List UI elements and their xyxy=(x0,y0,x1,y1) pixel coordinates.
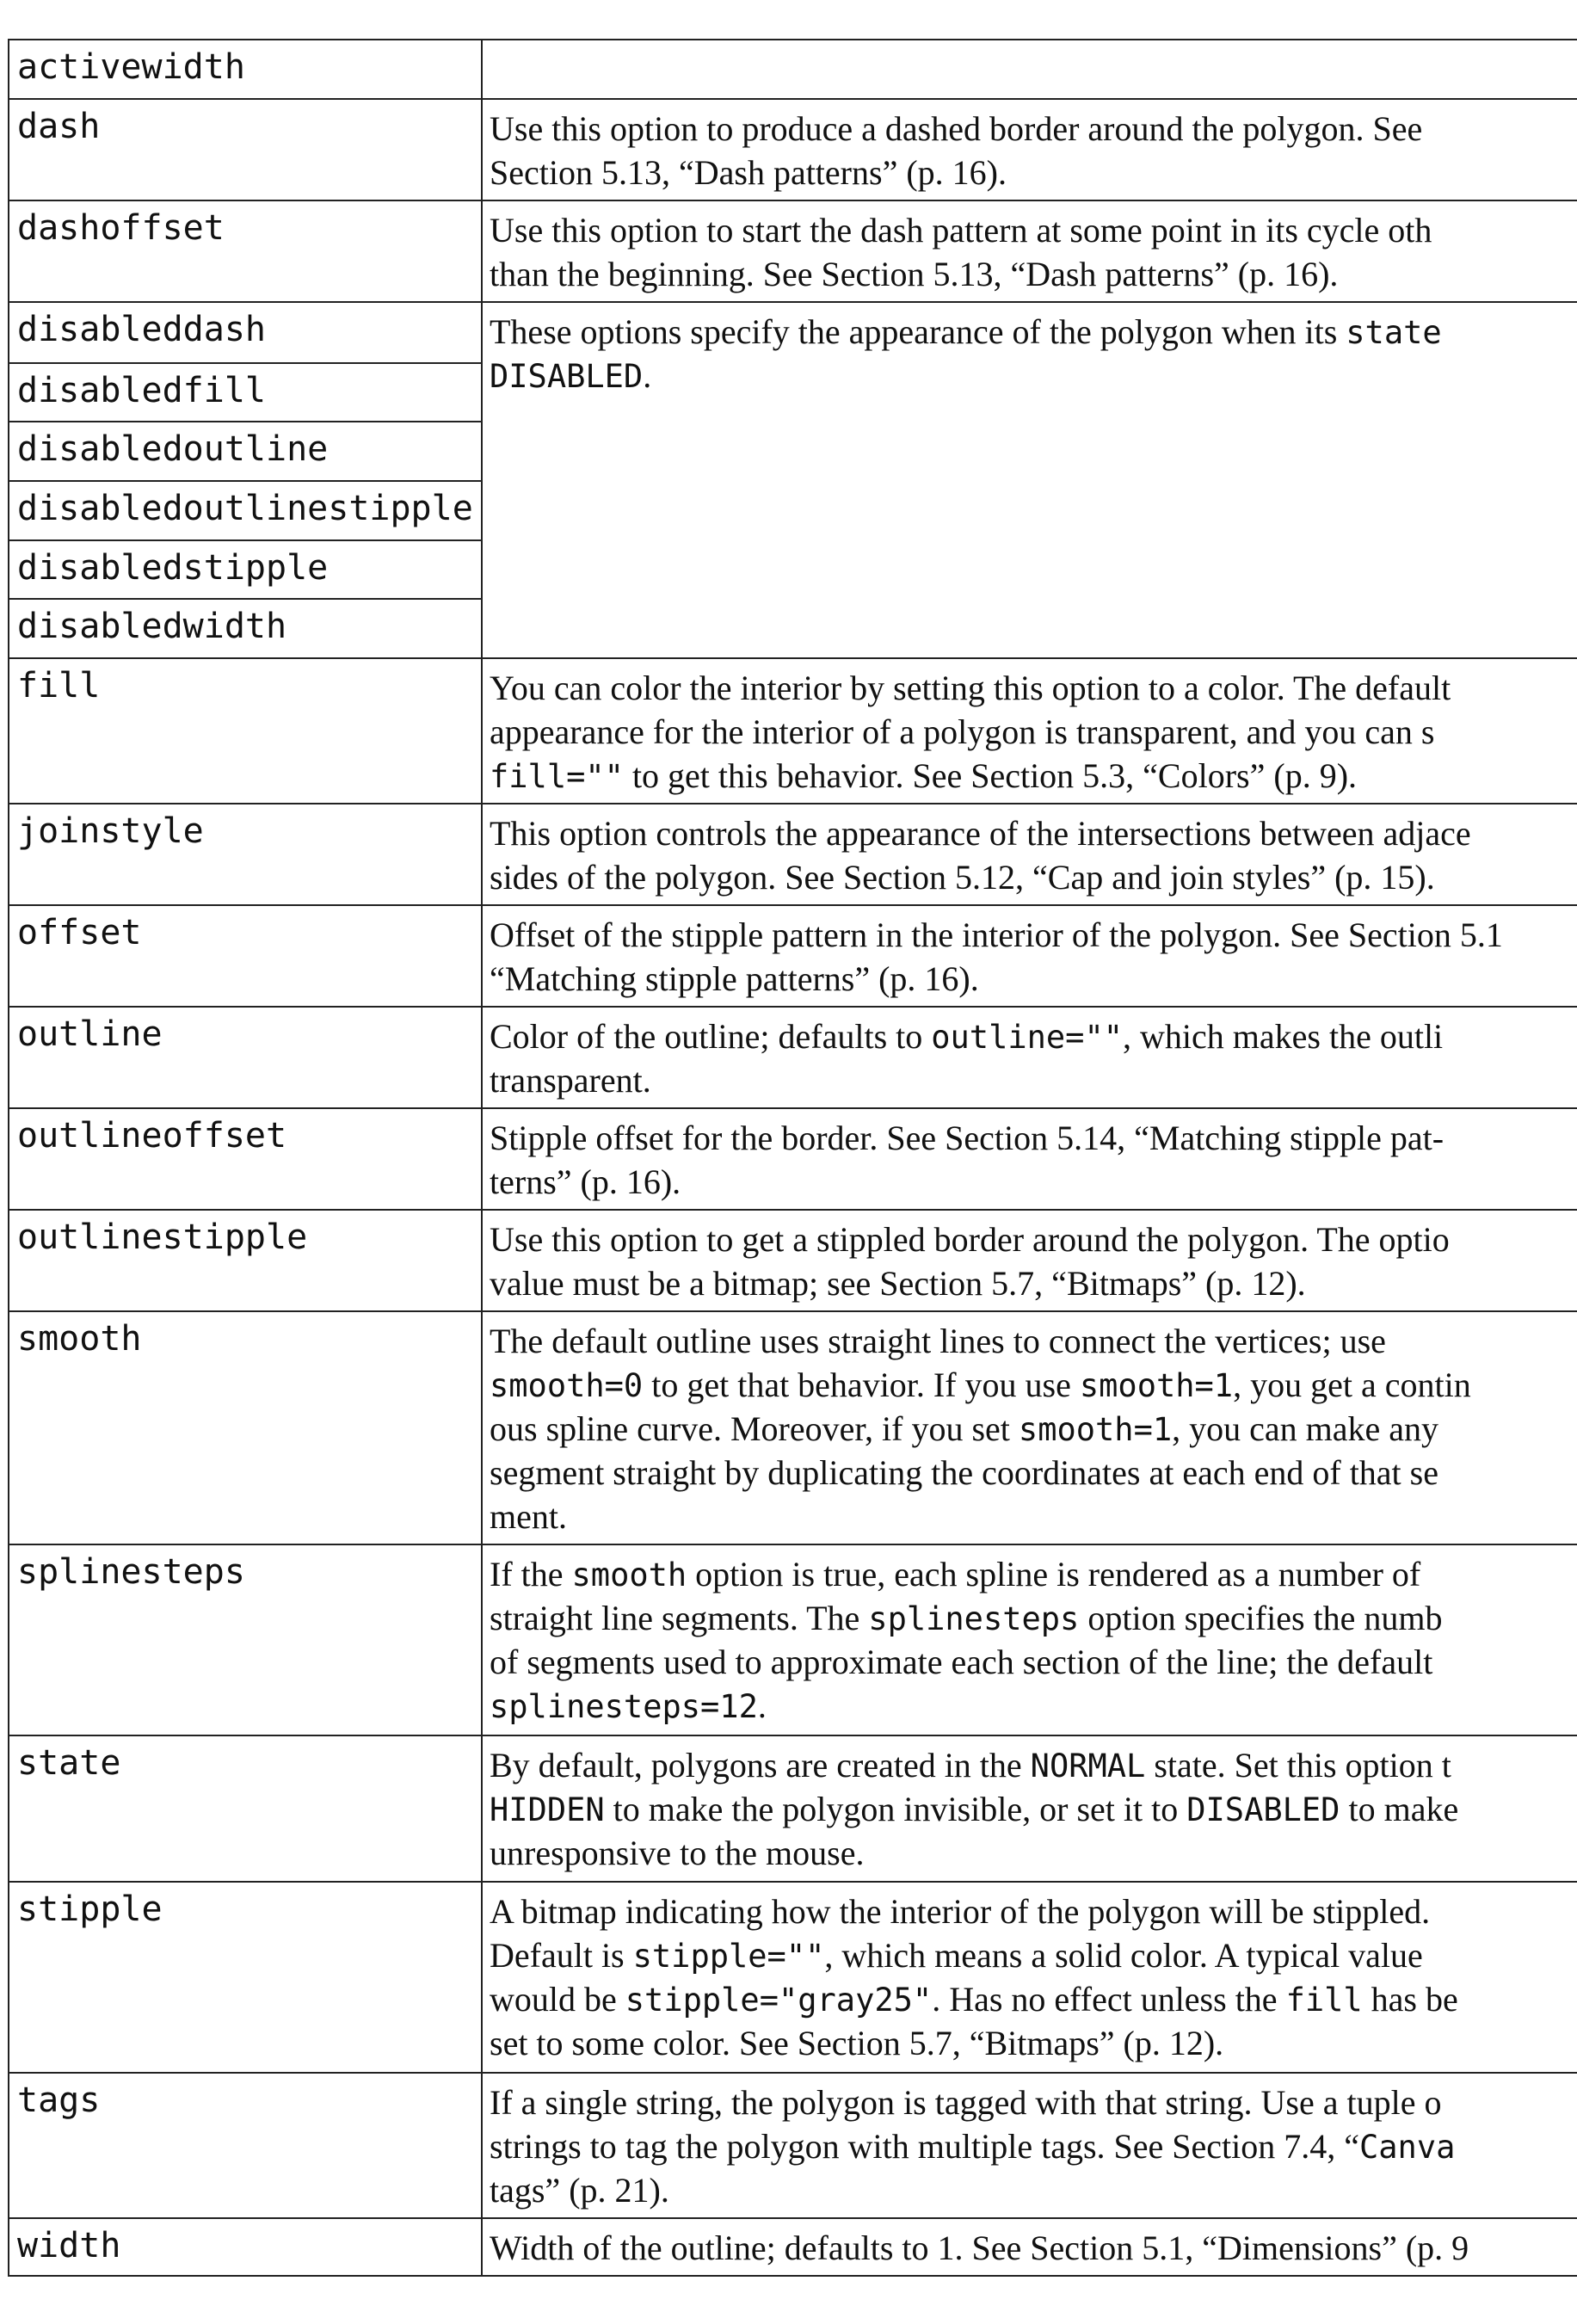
option-description xyxy=(483,1736,1577,1881)
option-name-column xyxy=(9,303,483,657)
description-text: value must be a bitmap; see Section 5.7, “Bitmaps” (p. 12). xyxy=(490,1264,1306,1303)
description-line xyxy=(490,1743,1577,1787)
description-line xyxy=(490,1889,1577,1933)
table-row xyxy=(9,2074,1577,2219)
option-description xyxy=(483,1312,1577,1544)
option-name-column xyxy=(9,100,483,200)
code-literal: smooth=0 xyxy=(490,1367,644,1404)
description-text: option is true, each spline is rendered as a number of xyxy=(687,1555,1421,1594)
description-line xyxy=(490,354,1577,398)
description-line xyxy=(490,666,1577,710)
description-text: appearance for the interior of a polygon is transparent, and you can s xyxy=(490,712,1435,751)
description-line xyxy=(490,710,1577,754)
description-line xyxy=(490,2021,1577,2065)
description-line xyxy=(490,1058,1577,1102)
code-literal: smooth xyxy=(571,1557,687,1594)
description-text: , you can make any xyxy=(1172,1409,1439,1448)
option-name-column xyxy=(9,1211,483,1310)
description-text: If the xyxy=(490,1555,572,1594)
description-line xyxy=(490,1363,1577,1407)
description-text: straight line segments. The xyxy=(490,1599,869,1637)
table-row xyxy=(9,804,1577,906)
option-description xyxy=(483,1545,1577,1735)
description-text: This option controls the appearance of the intersections between adjace xyxy=(490,814,1471,853)
option-name-column xyxy=(9,1736,483,1881)
option-description xyxy=(483,303,1577,657)
description-line xyxy=(490,1116,1577,1160)
description-text: By default, polygons are created in the xyxy=(490,1746,1031,1785)
option-name: joinstyle xyxy=(17,811,204,851)
description-line xyxy=(490,913,1577,957)
description-text: . xyxy=(757,1686,767,1725)
option-description xyxy=(483,2074,1577,2217)
option-name-column xyxy=(9,804,483,904)
description-text: option specifies the numb xyxy=(1079,1599,1443,1637)
description-text: Stipple offset for the border. See Section 5.14, “Matching stipple pat- xyxy=(490,1119,1445,1157)
option-name: width xyxy=(17,2226,121,2265)
description-text: set to some color. See Section 5.7, “Bitmaps” (p. 12). xyxy=(490,2024,1224,2062)
description-text: terns” (p. 16). xyxy=(490,1162,681,1201)
description-line xyxy=(490,2124,1577,2168)
description-text: ous spline curve. Moreover, if you set xyxy=(490,1409,1019,1448)
description-text: . Has no effect unless the xyxy=(932,1980,1286,2019)
description-text: would be xyxy=(490,1980,625,2019)
option-name: tags xyxy=(17,2081,101,2120)
option-description xyxy=(483,1109,1577,1209)
option-description xyxy=(483,659,1577,803)
option-name: activewidth xyxy=(17,47,245,87)
description-line xyxy=(490,2168,1577,2212)
option-name: disabledoutline xyxy=(9,421,481,480)
description-line xyxy=(490,252,1577,296)
description-line xyxy=(490,855,1577,899)
description-text: “Matching stipple patterns” (p. 16). xyxy=(490,959,979,998)
description-text: to get that behavior. If you use xyxy=(643,1365,1080,1404)
option-name: outlinestipple xyxy=(17,1217,308,1257)
table-row xyxy=(9,1211,1577,1312)
option-description xyxy=(483,1883,1577,2072)
description-line xyxy=(490,1596,1577,1640)
code-literal: outline="" xyxy=(931,1019,1124,1056)
option-description xyxy=(483,100,1577,200)
description-line xyxy=(490,1014,1577,1058)
description-line xyxy=(490,310,1577,354)
description-line xyxy=(490,1933,1577,1977)
code-literal: fill="" xyxy=(490,758,624,795)
table-row xyxy=(9,659,1577,804)
option-name: state xyxy=(17,1743,121,1783)
code-literal: splinesteps xyxy=(868,1600,1080,1637)
description-line xyxy=(490,811,1577,855)
description-line xyxy=(490,208,1577,252)
code-literal: DISABLED xyxy=(490,358,644,395)
option-name: disabledstipple xyxy=(9,539,481,599)
table-row xyxy=(9,1545,1577,1736)
table-row xyxy=(9,2219,1577,2277)
option-name-column xyxy=(9,906,483,1006)
table-row xyxy=(9,906,1577,1008)
option-description xyxy=(483,40,1577,98)
description-text: Width of the outline; defaults to 1. See Section 5.1, “Dimensions” (p. 9 xyxy=(490,2228,1469,2267)
table-row xyxy=(9,1008,1577,1109)
description-text: to make the polygon invisible, or set it to xyxy=(604,1790,1187,1828)
description-text: . xyxy=(643,356,652,395)
description-line xyxy=(490,1261,1577,1305)
description-text: strings to tag the polygon with multiple tags. See Section 7.4, “ xyxy=(490,2127,1359,2166)
option-name: outline xyxy=(17,1014,163,1054)
option-name-column xyxy=(9,1109,483,1209)
description-text: Offset of the stipple pattern in the interior of the polygon. See Section 5.1 xyxy=(490,915,1503,954)
description-line xyxy=(490,1160,1577,1204)
description-text: , which makes the outli xyxy=(1123,1017,1444,1056)
option-name: disabledfill xyxy=(9,362,481,422)
description-text: These options specify the appearance of the polygon when its xyxy=(490,312,1346,351)
code-literal: smooth=1 xyxy=(1018,1411,1173,1448)
table-row xyxy=(9,1883,1577,2074)
option-name-column xyxy=(9,40,483,98)
option-name-column xyxy=(9,2074,483,2217)
option-description xyxy=(483,804,1577,904)
table-row xyxy=(9,201,1577,303)
description-line xyxy=(490,1552,1577,1596)
description-text: A bitmap indicating how the interior of the polygon will be stippled. xyxy=(490,1892,1431,1931)
code-literal: fill xyxy=(1285,1982,1363,2019)
description-line xyxy=(490,2226,1577,2270)
option-name-column xyxy=(9,1545,483,1735)
description-text: , you get a contin xyxy=(1233,1365,1471,1404)
option-description xyxy=(483,2219,1577,2275)
description-text: , which means a solid color. A typical value xyxy=(824,1936,1423,1975)
option-name-column xyxy=(9,201,483,301)
option-description xyxy=(483,201,1577,301)
description-text: Default is xyxy=(490,1936,633,1975)
description-line xyxy=(490,1451,1577,1495)
table-row xyxy=(9,1736,1577,1883)
description-line xyxy=(490,1831,1577,1875)
description-text: tags” (p. 21). xyxy=(490,2171,669,2210)
description-line xyxy=(490,1495,1577,1538)
table-row xyxy=(9,1312,1577,1545)
description-line xyxy=(490,1640,1577,1684)
description-text: Use this option to produce a dashed border around the polygon. See xyxy=(490,109,1423,148)
description-line xyxy=(490,1977,1577,2021)
code-literal: Canva xyxy=(1359,2129,1456,2166)
code-literal: stipple="" xyxy=(632,1938,825,1975)
code-literal: smooth=1 xyxy=(1079,1367,1234,1404)
description-text: of segments used to approximate each section of the line; the default xyxy=(490,1643,1433,1681)
option-name: stipple xyxy=(17,1889,163,1929)
description-text: has be xyxy=(1362,1980,1458,2019)
table-row xyxy=(9,1109,1577,1211)
description-text: than the beginning. See Section 5.13, “Dash patterns” (p. 16). xyxy=(490,255,1339,293)
table-row xyxy=(9,40,1577,100)
description-line xyxy=(490,957,1577,1001)
option-name-column xyxy=(9,2219,483,2275)
code-literal: NORMAL xyxy=(1030,1748,1146,1785)
description-text: segment straight by duplicating the coordinates at each end of that se xyxy=(490,1453,1438,1492)
description-line xyxy=(490,151,1577,194)
option-name: outlineoffset xyxy=(17,1116,287,1156)
description-text: You can color the interior by setting this option to a color. The default xyxy=(490,669,1451,707)
description-text: Use this option to get a stippled border around the polygon. The optio xyxy=(490,1220,1450,1259)
description-line xyxy=(490,1217,1577,1261)
description-line xyxy=(490,754,1577,798)
code-literal: stipple="gray25" xyxy=(625,1982,933,2019)
description-text: to get this behavior. See Section 5.3, “Colors” (p. 9). xyxy=(623,756,1358,795)
description-text: state. Set this option t xyxy=(1145,1746,1451,1785)
description-line xyxy=(490,1787,1577,1831)
description-text: Use this option to start the dash pattern at some point in its cycle oth xyxy=(490,211,1432,250)
description-text: Section 5.13, “Dash patterns” (p. 16). xyxy=(490,153,1007,192)
option-name: smooth xyxy=(17,1319,142,1359)
description-text: If a single string, the polygon is tagged with that string. Use a tuple o xyxy=(490,2083,1442,2122)
option-name: disabledwidth xyxy=(9,598,481,657)
table-row xyxy=(9,100,1577,201)
description-text: ment. xyxy=(490,1497,567,1536)
description-text: transparent. xyxy=(490,1061,651,1100)
code-literal: splinesteps=12 xyxy=(490,1688,758,1725)
code-literal: state xyxy=(1346,314,1442,351)
description-text: Color of the outline; defaults to xyxy=(490,1017,932,1056)
description-line xyxy=(490,1407,1577,1451)
description-line xyxy=(490,2081,1577,2124)
description-text: to make xyxy=(1340,1790,1459,1828)
description-line xyxy=(490,107,1577,151)
option-description xyxy=(483,906,1577,1006)
option-name-column xyxy=(9,1312,483,1544)
code-literal: HIDDEN xyxy=(490,1791,605,1828)
option-name: dashoffset xyxy=(17,208,225,248)
option-name-column xyxy=(9,1883,483,2072)
table-row xyxy=(9,303,1577,659)
description-text: sides of the polygon. See Section 5.12, “Cap and join styles” (p. 15). xyxy=(490,858,1435,897)
option-name: offset xyxy=(17,913,142,952)
code-literal: DISABLED xyxy=(1186,1791,1340,1828)
description-line xyxy=(490,1319,1577,1363)
option-name: disabledoutlinestipple xyxy=(9,480,481,539)
description-text: unresponsive to the mouse. xyxy=(490,1834,865,1872)
description-text: The default outline uses straight lines to connect the vertices; use xyxy=(490,1322,1386,1360)
description-line xyxy=(490,1684,1577,1728)
option-name-column xyxy=(9,1008,483,1107)
option-description xyxy=(483,1008,1577,1107)
option-description xyxy=(483,1211,1577,1310)
option-name: disableddash xyxy=(17,310,266,349)
option-name: splinesteps xyxy=(17,1552,245,1592)
options-table xyxy=(8,39,1577,2277)
option-name-column xyxy=(9,659,483,803)
option-name: fill xyxy=(17,666,101,706)
option-name: dash xyxy=(17,107,101,146)
